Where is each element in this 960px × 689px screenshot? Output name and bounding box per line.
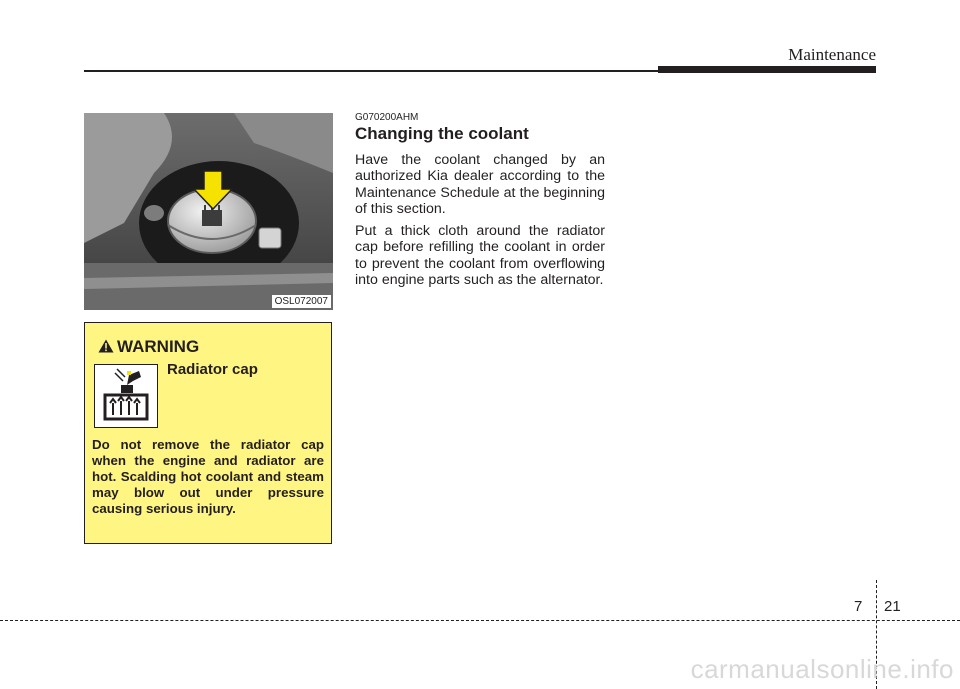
warning-subtitle: Radiator cap (167, 361, 258, 378)
warning-title: WARNING (117, 337, 200, 356)
warning-box (84, 322, 332, 544)
radiator-cap-illustration (84, 113, 333, 310)
header-title: Maintenance (788, 45, 876, 64)
figure-code: OSL072007 (272, 295, 331, 308)
warning-body: Do not remove the radiator cap when the engine and radiator are hot. Scalding hot coolant and steam may blow out under pressure causing serious injury. (92, 437, 324, 516)
section-heading: Changing the coolant (355, 124, 529, 143)
warning-triangle-icon (98, 339, 114, 353)
hot-radiator-icon (94, 364, 158, 428)
paragraph: Have the coolant changed by an authorized Kia dealer according to the Maintenance Schedule at the beginning of this section. (355, 152, 605, 217)
paragraph: Put a thick cloth around the radiator cap before refilling the coolant in order to prevent the coolant from overflowing into engine parts such as the alternator. (355, 223, 605, 289)
radiator-cap-photo (84, 113, 333, 310)
chapter-number: 7 (854, 598, 863, 615)
watermark: carmanualsonline.info (690, 654, 954, 684)
header-rule-accent (658, 66, 876, 73)
page-number: 21 (884, 598, 901, 615)
section-code: G070200AHM (355, 112, 419, 123)
footer-rule (0, 620, 960, 621)
header-rule (84, 70, 664, 72)
section-body (355, 152, 605, 294)
